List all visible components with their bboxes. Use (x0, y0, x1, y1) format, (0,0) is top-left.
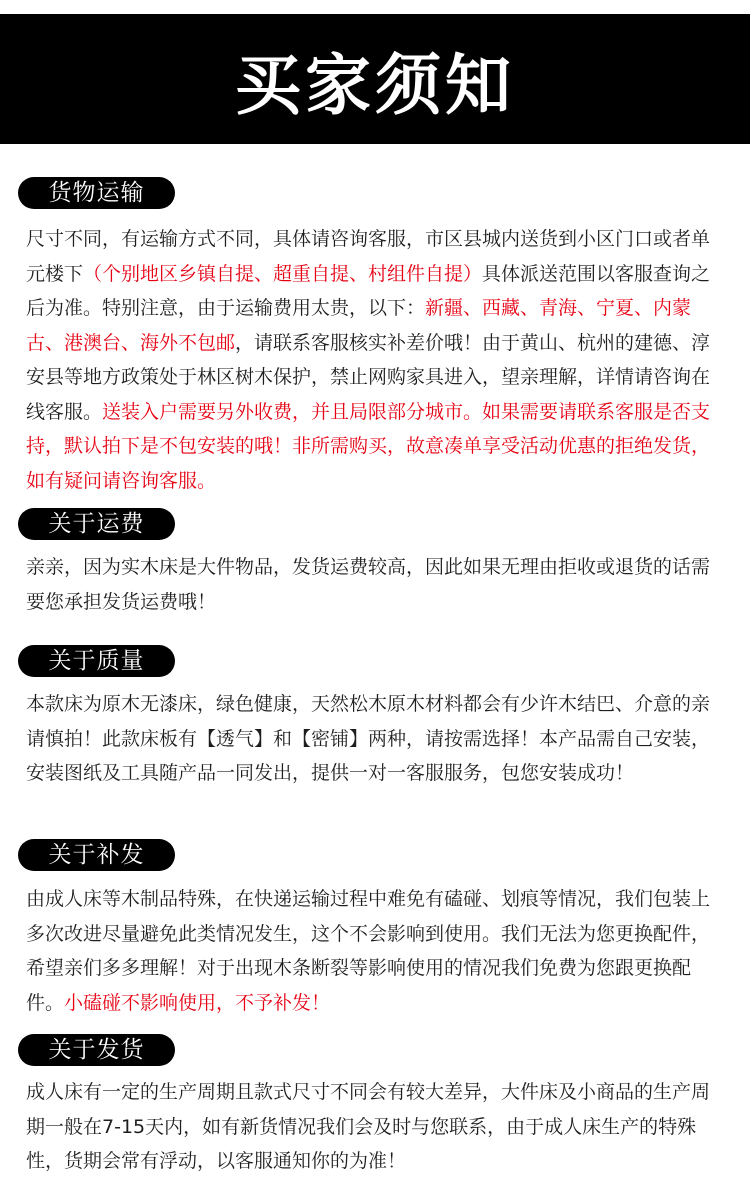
delivery-text: 成人床有一定的生产周期且款式尺寸不同会有较大差异，大件床及小商品的生产周期一般在7-15天内，如有新货情况我们会及时与您联系，由于成人床生产的特殊性，货期会常有浮动，以客服通知你的为准！ (26, 1081, 711, 1172)
title-banner (0, 14, 750, 144)
section-heading-quality: 关于质量 (18, 645, 175, 677)
shipping-text-6: 送装入户需要另外收费，并且局限部分城市。如果需要请联系客服是否支持，默认拍下是不包安装的哦！非所需购买，故意凑单享受活动优惠的拒绝发货，如有疑问请咨询客服。 (26, 400, 711, 492)
section-heading-freight: 关于运费 (18, 508, 175, 540)
reissue-text-2: 小磕碰不影响使用，不予补发！ (64, 991, 331, 1014)
shipping-text-3: 具体派送范围以客服查询之后为准。特别注意，由于运输费用太贵，以下： (26, 262, 711, 319)
shipping-text-1: 尺寸不同，有运输方式不同，具体请咨询客服，市区县城内送货到小区门口或者单元楼下 (26, 228, 711, 285)
reissue-text (26, 882, 726, 1020)
reissue-text-1: 由成人床等木制品特殊，在快递运输过程中难免有磕碰、划痕等情况，我们包装上多次改进尽量避免此类情况发生，这个不会影响到使用。我们无法为您更换配件，希望亲们多多理解！对于出现木条断裂等影响使用的情况我们免费为您跟更换配件。 (26, 888, 711, 1014)
shipping-text-4: 新疆、西藏、青海、宁夏、内蒙古、港澳台、海外不包邮 (26, 297, 692, 354)
freight-text: 亲亲，因为实木床是大件物品，发货运费较高，因此如果无理由拒收或退货的话需要您承担发货运费哦！ (26, 556, 711, 613)
shipping-text-5: ，请联系客服核实补差价哦！由于黄山、杭州的建德、淳安县等地方政策处于林区树木保护，禁止网购家具进入，望亲理解，详情请咨询在线客服。 (26, 331, 711, 423)
shipping-text-2: （个别地区乡镇自提、超重自提、村组件自提） (83, 262, 483, 285)
section-heading-reissue: 关于补发 (18, 839, 175, 871)
section-heading-shipping: 货物运输 (18, 177, 175, 209)
section-heading-delivery: 关于发货 (18, 1034, 175, 1066)
shipping-text (26, 222, 726, 498)
quality-text: 本款床为原木无漆床，绿色健康，天然松木原木材料都会有少许木结巴、介意的亲请慎拍！此款床板有【透气】和【密铺】两种，请按需选择！本产品需自己安装，安装图纸及工具随产品一同发出，提供一对一客服服务，包您安装成功！ (26, 693, 711, 784)
page-title: 买家须知 (235, 46, 515, 124)
